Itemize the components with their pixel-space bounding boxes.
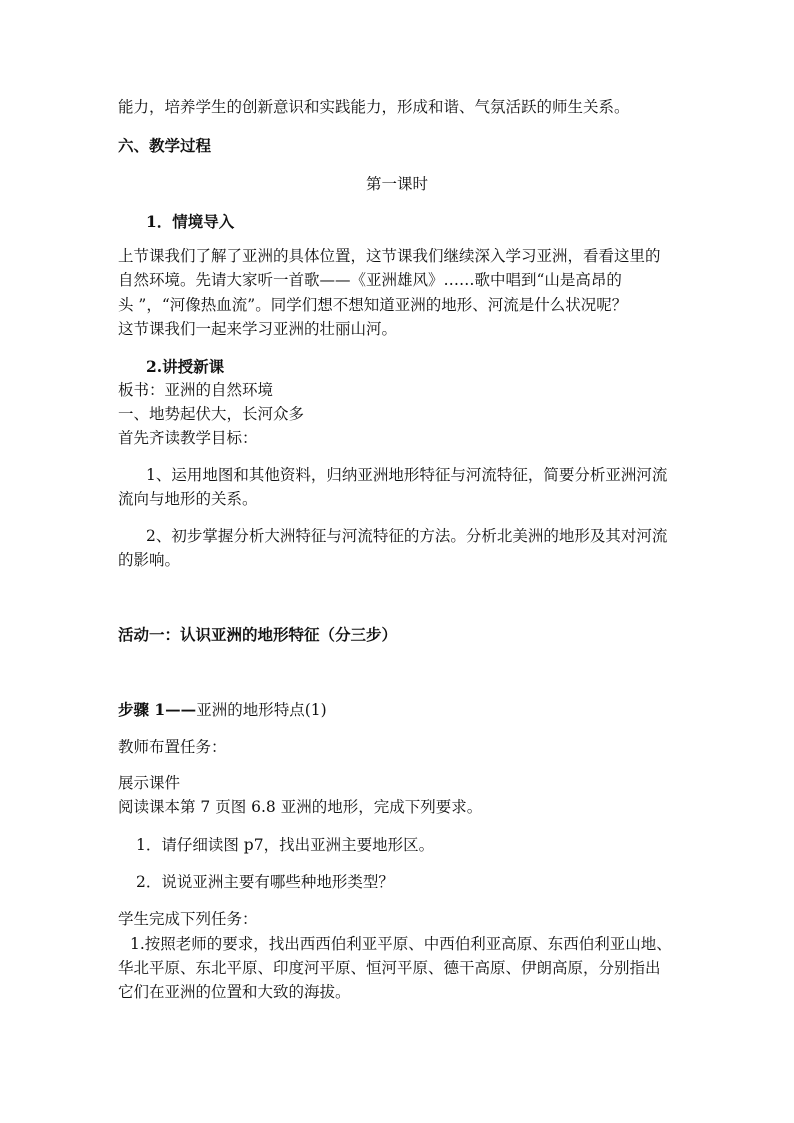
paragraph-intro-line-3: 头 ”，“河像热血流”。同学们想不想知道亚洲的地形、河流是什么状况呢？ xyxy=(118,296,628,314)
heading-teaching-process: 六、教学过程 xyxy=(118,136,212,155)
paragraph-intro-line-4: 这节课我们一起来学习亚洲的壮丽山河。 xyxy=(118,320,398,338)
paragraph-intro-line-1: 上节课我们了解了亚洲的具体位置，这节课我们继续深入学习亚洲，看看这里的 xyxy=(118,247,661,265)
board-note: 板书：亚洲的自然环境 xyxy=(118,381,274,399)
goal-two-line-1: 2、初步掌握分析大洲特征与河流特征的方法。分析北美洲的地形及其对河流 xyxy=(146,527,668,545)
heading-new-lesson: 2.讲授新课 xyxy=(146,357,225,376)
goal-one-line-2: 流向与地形的关系。 xyxy=(118,490,258,508)
paragraph-intro-line-2: 自然环境。先请大家听一首歌——《亚洲雄风》……歌中唱到“山是高昂的 xyxy=(118,271,622,289)
student-task-line-2: 华北平原、东北平原、印度河平原、恒河平原、德干高原、伊朗高原，分别指出 xyxy=(118,959,661,977)
student-task-line-1: 1.按照老师的要求，找出西西伯利亚平原、中西伯利亚高原、东西伯利亚山地、 xyxy=(130,935,672,953)
heading-lesson-one: 第一课时 xyxy=(365,175,428,193)
goal-one-line-1: 1、运用地图和其他资料，归纳亚洲地形特征与河流特征，简要分析亚洲河流 xyxy=(146,466,668,484)
teacher-task-label: 教师布置任务： xyxy=(118,738,227,756)
show-slides-label: 展示课件 xyxy=(118,774,181,792)
student-task-label: 学生完成下列任务： xyxy=(118,910,258,928)
step-one-label: 步骤 1—— xyxy=(118,700,197,719)
requirement-one: 1．请仔细读图 p7，找出亚洲主要地形区。 xyxy=(136,836,435,854)
read-goals-instruction: 首先齐读教学目标： xyxy=(118,429,258,447)
read-textbook-instruction: 阅读课本第 7 页图 6.8 亚洲的地形，完成下列要求。 xyxy=(118,798,483,816)
heading-situation-intro: 1．情境导入 xyxy=(146,212,235,231)
section-one-title: 一、地势起伏大，长河众多 xyxy=(118,405,305,423)
requirement-two: 2．说说亚洲主要有哪些种地形类型？ xyxy=(136,873,394,891)
step-one-heading xyxy=(118,699,678,721)
student-task-line-3: 它们在亚洲的位置和大致的海拔。 xyxy=(118,983,351,1001)
activity-one-title: 活动一：认识亚洲的地形特征（分三步） xyxy=(118,625,398,644)
step-one-title: 亚洲的地形特点(1) xyxy=(196,701,327,719)
paragraph-intro-tail: 能力，培养学生的创新意识和实践能力，形成和谐、气氛活跃的师生关系。 xyxy=(118,98,630,116)
goal-two-line-2: 的影响。 xyxy=(118,551,181,569)
